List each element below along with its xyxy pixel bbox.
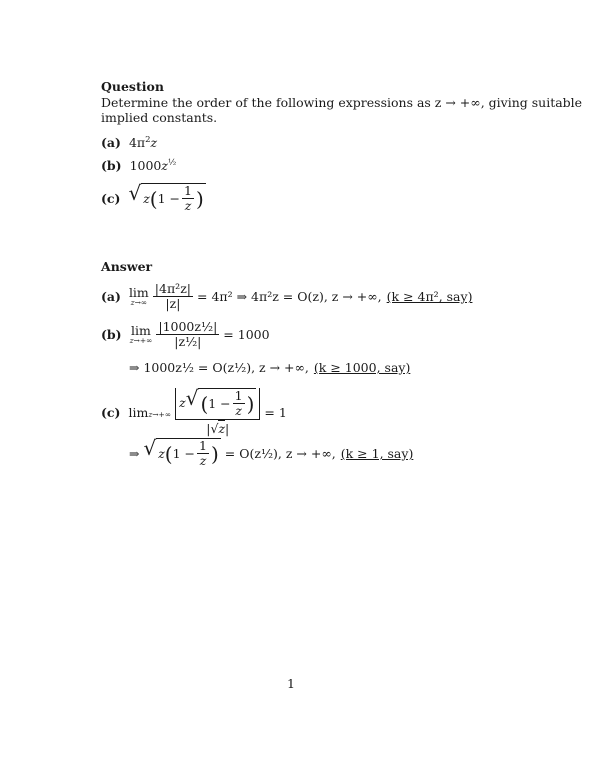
expr-a: $4\pi^2z$ xyxy=(128,135,158,151)
expr-b: $1000z^{\frac{1}{2}}$ xyxy=(129,158,177,174)
question-item-a xyxy=(101,135,157,150)
sqrt-expr-c: √ z ( 1 − $\frac{1}{z}$ ) xyxy=(128,181,204,214)
limit: lim z→+∞ xyxy=(129,322,153,346)
sqrt-expr: √ z ( 1 − $\frac{1}{z}$ ) xyxy=(143,436,219,469)
limit: lim z→∞ xyxy=(128,284,149,308)
answer-a-rest: = 4π² ⇒ 4π²z = O(z), z → +∞, xyxy=(197,289,382,305)
answer-label: (a) xyxy=(101,289,121,305)
answer-label: (c) xyxy=(101,404,121,420)
answer-label: (b) xyxy=(101,327,122,343)
implied-constant: (k ≥ 4π², say) xyxy=(386,289,473,305)
answer-c xyxy=(101,388,287,436)
answer-c-eq: = 1 xyxy=(264,404,287,420)
limit: limz→+∞ xyxy=(128,404,172,420)
answer-c-line2: ⇒ √ z ( 1 − $\frac{1}{z}$ ) = O(z½), z → +∞, (k ≥ 1, say) xyxy=(129,436,414,469)
question-prompt-line1: Determine the order of the following expressions as z → +∞, giving suitable xyxy=(101,95,583,110)
implied-constant: (k ≥ 1, say) xyxy=(340,445,414,461)
answer-b xyxy=(101,320,270,350)
answer-a xyxy=(101,282,472,312)
question-item-c xyxy=(101,183,206,214)
implied-constant: (k ≥ 1000, say) xyxy=(313,360,411,375)
page-number: 1 xyxy=(287,676,295,691)
item-label: (c) xyxy=(101,190,121,206)
item-label: (b) xyxy=(101,158,122,174)
fraction: $\frac{\text{|1000z½|}}{\text{|z½|}}$ xyxy=(158,319,218,350)
question-item-b xyxy=(101,158,176,173)
item-label: (a) xyxy=(101,135,121,151)
answer-b-rest: = 1000 xyxy=(223,327,270,343)
answer-heading: Answer xyxy=(101,259,153,274)
fraction: z √ ( 1 − $\frac{1}{z}$ ) |√z| xyxy=(175,388,260,436)
question-prompt-line2: implied constants. xyxy=(101,110,218,125)
fraction: $\frac{\text{|4π²z|}}{|z|}$ xyxy=(154,281,191,312)
answer-b-line2: ⇒ 1000z½ = O(z½), z → +∞, (k ≥ 1000, say) xyxy=(129,360,411,375)
question-heading: Question xyxy=(101,79,164,94)
